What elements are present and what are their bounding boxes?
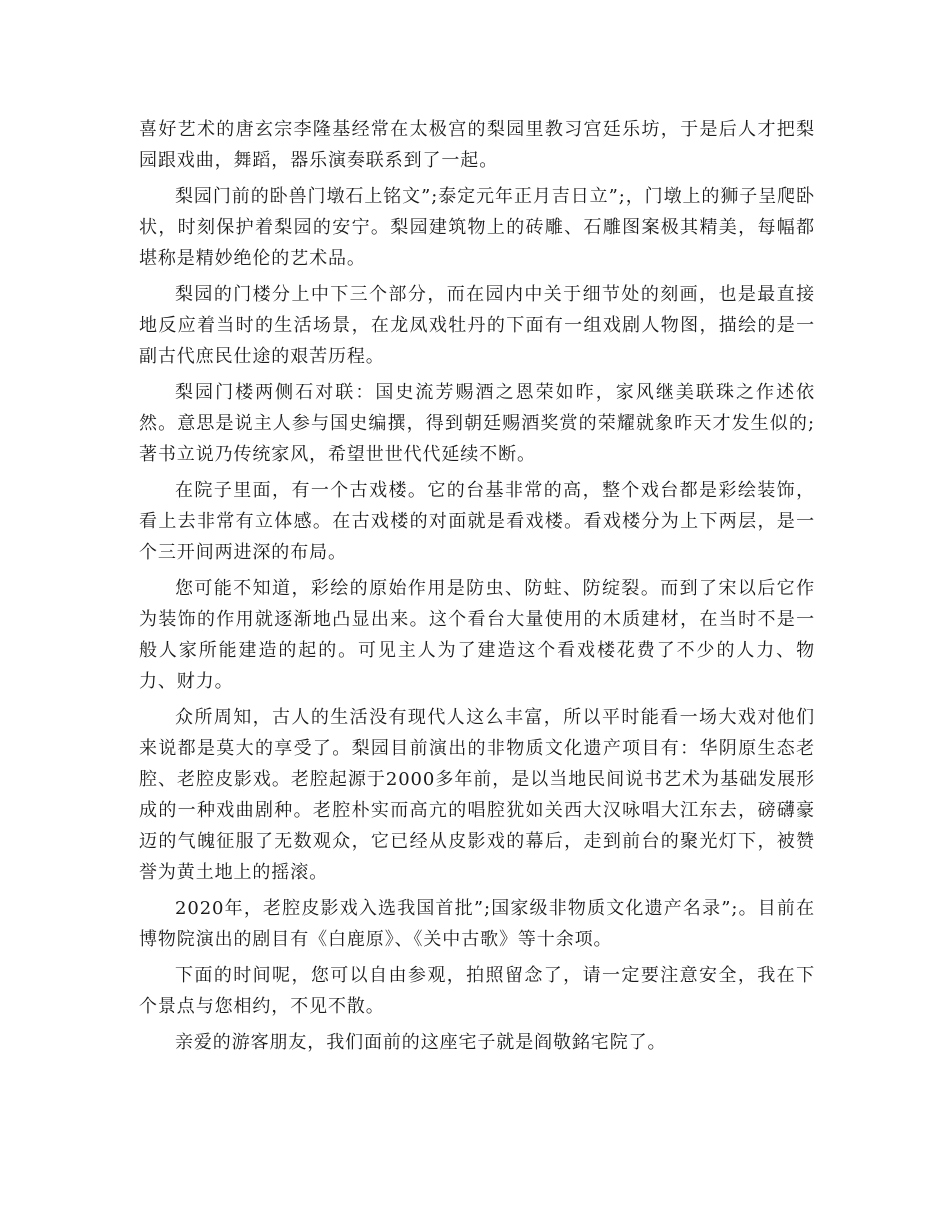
- paragraph: 您可能不知道，彩绘的原始作用是防虫、防蛀、防绽裂。而到了宋以后它作为装饰的作用就逐渐地凸显出来。这个看台大量使用的木质建材，在当时不是一般人家所能建造的起的。可见主人为了建造这个看戏楼花费了不少的人力、物力、财力。: [139, 578, 815, 692]
- paragraph: 2020年，老腔皮影戏入选我国首批”;国家级非物质文化遗产名录”;。目前在博物院演出的剧目有《白鹿原》、《关中古歌》等十余项。: [139, 898, 815, 950]
- paragraph: 在院子里面，有一个古戏楼。它的台基非常的高，整个戏台都是彩绘装饰，看上去非常有立体感。在古戏楼的对面就是看戏楼。看戏楼分为上下两层，是一个三开间两进深的布局。: [139, 480, 815, 563]
- document-body: [139, 114, 815, 1063]
- paragraph: 梨园门楼两侧石对联：国史流芳赐酒之恩荣如昨，家风继美联珠之作述依然。意思是说主人参与国史编撰，得到朝廷赐酒奖赏的荣耀就象昨天才发生似的;著书立说乃传统家风，希望世世代代延续不断。: [139, 382, 815, 465]
- paragraph: 喜好艺术的唐玄宗李隆基经常在太极宫的梨园里教习宫廷乐坊，于是后人才把梨园跟戏曲，舞蹈，器乐演奏联系到了一起。: [139, 119, 815, 171]
- paragraph: 下面的时间呢，您可以自由参观，拍照留念了，请一定要注意安全，我在下个景点与您相约，不见不散。: [139, 965, 815, 1017]
- paragraph: 亲爱的游客朋友，我们面前的这座宅子就是阎敬銘宅院了。: [175, 1032, 667, 1053]
- paragraph: 众所周知，古人的生活没有现代人这么丰富，所以平时能看一场大戏对他们来说都是莫大的享受了。梨园目前演出的非物质文化遗产项目有：华阴原生态老腔、老腔皮影戏。老腔起源于2000多年前，是以当地民间说书艺术为基础发展形成的一种戏曲剧种。老腔朴实而高亢的唱腔犹如关西大汉咏唱大江东去，磅礴豪迈的气魄征服了无数观众，它已经从皮影戏的幕后，走到前台的聚光灯下，被赞誉为黄土地上的摇滚。: [139, 707, 815, 883]
- paragraph: 梨园门前的卧兽门墩石上铭文”;泰定元年正月吉日立”;，门墩上的狮子呈爬卧状，时刻保护着梨园的安宁。梨园建筑物上的砖雕、石雕图案极其精美，每幅都堪称是精妙绝伦的艺术品。: [139, 186, 815, 269]
- paragraph: 梨园的门楼分上中下三个部分，而在园内中关于细节处的刻画，也是最直接地反应着当时的生活场景，在龙凤戏牡丹的下面有一组戏剧人物图，描绘的是一副古代庶民仕途的艰苦历程。: [139, 284, 815, 367]
